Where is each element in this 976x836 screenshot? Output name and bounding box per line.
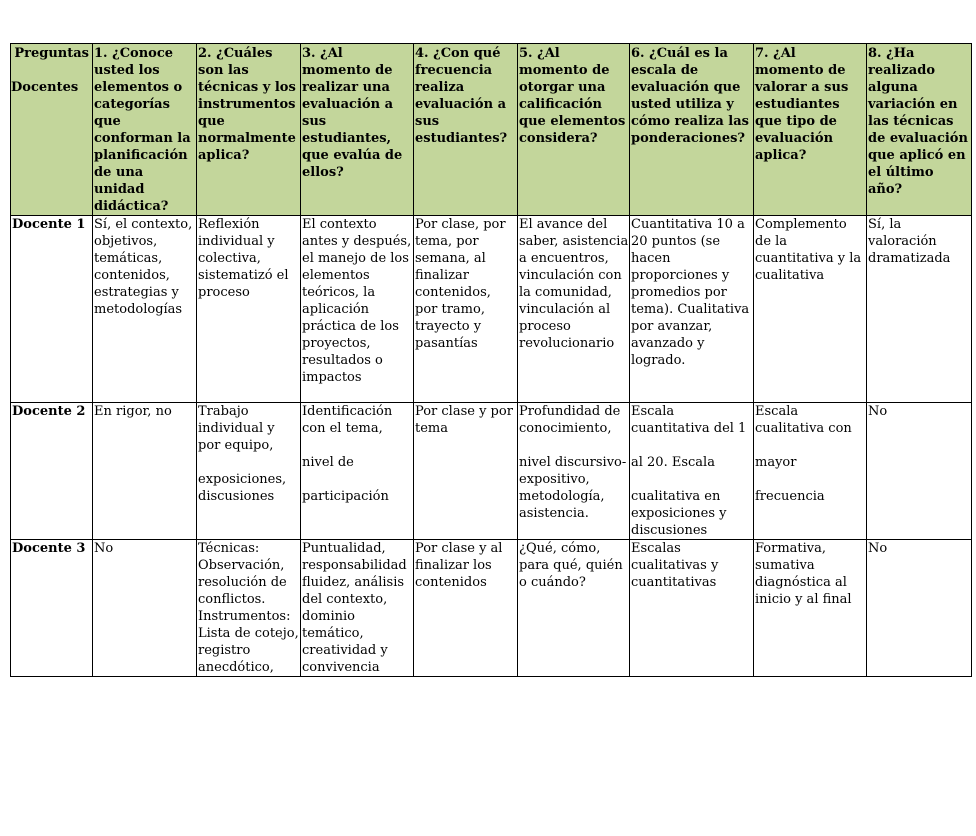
question-header-1: 1. ¿Conoce usted los elementos o categorías que conforman la planificación de una unidad didáctica? bbox=[93, 44, 197, 216]
answer-text: El avance del saber, asistencia a encuentros, vinculación con la comunidad, vinculación al proceso revolucionario bbox=[519, 217, 629, 351]
answer-cell bbox=[630, 540, 754, 677]
answer-cell bbox=[754, 403, 867, 540]
answer-text bbox=[302, 471, 413, 488]
answer-cell bbox=[754, 540, 867, 677]
answer-cell bbox=[754, 216, 867, 403]
answer-cell bbox=[867, 540, 972, 677]
answer-text: Complemento de la cuantitativa y la cualitativa bbox=[755, 217, 862, 283]
table-row bbox=[11, 403, 972, 540]
answer-text: Reflexión individual y colectiva, sistematizó el proceso bbox=[198, 217, 289, 300]
header-row bbox=[11, 44, 972, 216]
answer-text: No bbox=[868, 541, 888, 556]
question-header-3: 3. ¿Al momento de realizar una evaluación a sus estudiantes, que evalúa de ellos? bbox=[301, 44, 414, 216]
answer-cell bbox=[301, 403, 414, 540]
answer-cell bbox=[630, 216, 754, 403]
answer-text: exposiciones, discusiones bbox=[198, 472, 287, 504]
answer-cell bbox=[414, 403, 518, 540]
question-header-7: 7. ¿Al momento de valorar a sus estudiantes que tipo de evaluación aplica? bbox=[754, 44, 867, 216]
answer-text: Escalas cualitativas y cuantitativas bbox=[631, 541, 719, 590]
answer-text: Por clase y por tema bbox=[415, 404, 513, 436]
answer-text: Cuantitativa 10 a 20 puntos (se hacen proporciones y promedios por tema). Cualitativa por avanzar, avanzado y logrado. bbox=[631, 217, 750, 368]
answer-cell bbox=[867, 403, 972, 540]
answer-text: Por clase, por tema, por semana, al finalizar contenidos, por tramo, trayecto y pasantías bbox=[415, 217, 506, 351]
corner-questions-label: Preguntas bbox=[14, 46, 89, 61]
answer-text bbox=[755, 437, 866, 454]
answer-cell bbox=[197, 540, 301, 677]
answer-text: En rigor, no bbox=[94, 404, 172, 419]
answer-text: Escala cuantitativa del 1 bbox=[631, 404, 747, 436]
table-row bbox=[11, 540, 972, 677]
question-header-4: 4. ¿Con qué frecuencia realiza evaluación a sus estudiantes? bbox=[414, 44, 518, 216]
answer-text bbox=[198, 454, 300, 471]
answer-text bbox=[631, 471, 753, 488]
answer-cell bbox=[518, 216, 630, 403]
answer-text: nivel discursivo-expositivo, metodología, asistencia. bbox=[519, 455, 627, 521]
answer-text: Escala cualitativa con bbox=[755, 404, 852, 436]
answer-text bbox=[755, 471, 866, 488]
corner-header bbox=[11, 44, 93, 216]
answer-cell bbox=[518, 403, 630, 540]
answer-cell bbox=[630, 403, 754, 540]
answer-text: Trabajo individual y por equipo, bbox=[198, 404, 275, 453]
question-header-2: 2. ¿Cuáles son las técnicas y los instrumentos que normalmente aplica? bbox=[197, 44, 301, 216]
table-row bbox=[11, 216, 972, 403]
question-header-6: 6. ¿Cuál es la escala de evaluación que usted utiliza y cómo realiza las ponderaciones? bbox=[630, 44, 754, 216]
answer-text: Sí, el contexto, objetivos, temáticas, contenidos, estrategias y metodologías bbox=[94, 217, 193, 317]
answer-text: Identificación con el tema, bbox=[302, 404, 393, 436]
answer-text: cualitativa en exposiciones y discusiones bbox=[631, 489, 727, 538]
answer-text: Formativa, sumativa diagnóstica al inicio y al final bbox=[755, 541, 852, 607]
answer-cell bbox=[867, 216, 972, 403]
question-header-5: 5. ¿Al momento de otorgar una calificación que elementos considera? bbox=[518, 44, 630, 216]
answer-cell bbox=[414, 540, 518, 677]
answer-cell bbox=[197, 216, 301, 403]
answer-text: Profundidad de conocimiento, bbox=[519, 404, 621, 436]
row-label-docente-3: Docente 3 bbox=[11, 540, 93, 677]
answer-text bbox=[519, 437, 629, 454]
survey-table bbox=[10, 43, 972, 677]
answer-text: al 20. Escala bbox=[631, 455, 715, 470]
answer-cell bbox=[518, 540, 630, 677]
answer-cell bbox=[301, 540, 414, 677]
answer-text: frecuencia bbox=[755, 489, 825, 504]
answer-cell bbox=[414, 216, 518, 403]
answer-text: mayor bbox=[755, 455, 797, 470]
answer-text: Puntualidad, responsabilidad fluidez, análisis del contexto, dominio temático, creatividad y convivencia bbox=[302, 541, 407, 675]
corner-teachers-label: Docentes bbox=[11, 80, 79, 95]
answer-text: nivel de bbox=[302, 455, 354, 470]
answer-text: Por clase y al finalizar los contenidos bbox=[415, 541, 503, 590]
row-label-docente-2: Docente 2 bbox=[11, 403, 93, 540]
answer-cell bbox=[93, 403, 197, 540]
answer-text: No bbox=[94, 541, 114, 556]
answer-cell bbox=[93, 216, 197, 403]
answer-text: El contexto antes y después, el manejo de los elementos teóricos, la aplicación práctica de los proyectos, resultados o impactos bbox=[302, 217, 412, 385]
answer-cell bbox=[197, 403, 301, 540]
answer-text bbox=[631, 437, 753, 454]
answer-text: Sí, la valoración dramatizada bbox=[868, 217, 951, 266]
row-label-docente-1: Docente 1 bbox=[11, 216, 93, 403]
question-header-8: 8. ¿Ha realizado alguna variación en las técnicas de evaluación que aplicó en el último año? bbox=[867, 44, 972, 216]
answer-text: ¿Qué, cómo, para qué, quién o cuándo? bbox=[519, 541, 623, 590]
answer-cell bbox=[301, 216, 414, 403]
answer-text: No bbox=[868, 404, 888, 419]
answer-cell bbox=[93, 540, 197, 677]
answer-text: Técnicas: Observación, resolución de conflictos. Instrumentos: Lista de cotejo, registro anecdótico, bbox=[198, 541, 299, 675]
answer-text bbox=[302, 437, 413, 454]
answer-text: participación bbox=[302, 489, 389, 504]
